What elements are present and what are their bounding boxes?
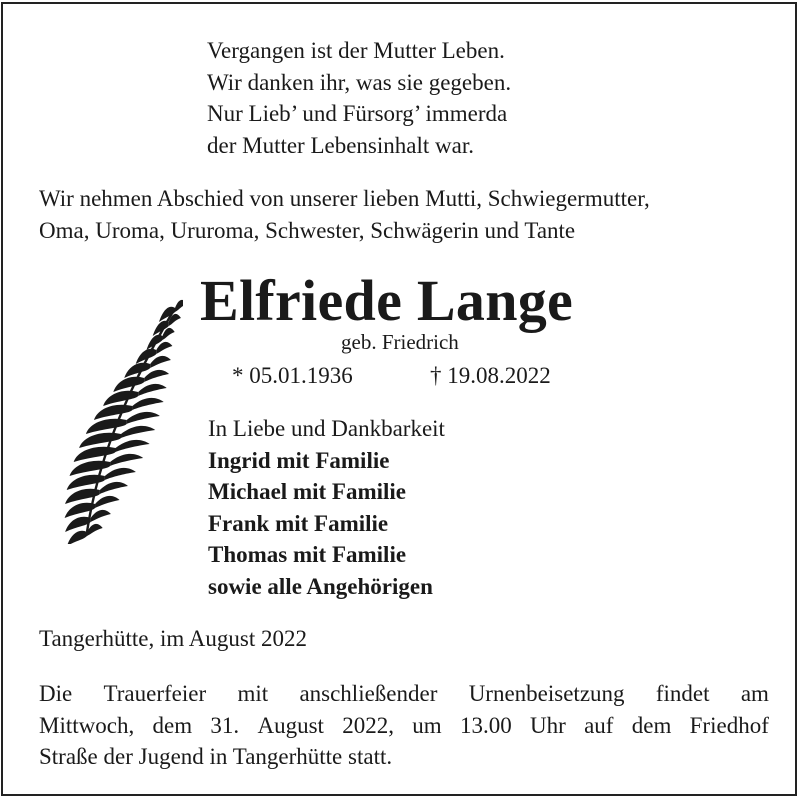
fern-leaflet [138, 384, 166, 396]
fern-leaflet [91, 510, 111, 522]
mourners-block [208, 413, 445, 602]
word: am [740, 681, 769, 706]
word: anschließender [299, 681, 438, 706]
fern-leaflet [87, 524, 103, 536]
palm-frond-icon [43, 294, 183, 544]
fern-leaflet [127, 412, 160, 424]
farewell-intro [39, 183, 769, 247]
birth-date: * 05.01.1936 [232, 363, 353, 388]
fern-leaflet [95, 496, 119, 508]
word: August [257, 712, 324, 738]
word: Die [39, 681, 73, 706]
word: mit [237, 681, 269, 706]
deceased-name: Elfriede Lange [200, 268, 574, 333]
fern-leaflet [67, 531, 87, 544]
word: 13.00 [459, 712, 512, 738]
service-line [39, 710, 769, 742]
fern-leaflet [144, 370, 169, 382]
service-line: Straße der Jugend in Tangerhütte statt. [39, 744, 393, 769]
word: Urnenbeisetzung [468, 681, 625, 706]
poem-line: Wir danken ihr, was sie gegeben. [207, 69, 512, 95]
fern-leaflet [175, 300, 183, 312]
fern-leaflet [74, 447, 116, 462]
fern-leaflet [105, 468, 136, 480]
fern-leaflet [132, 398, 163, 410]
memorial-poem [207, 35, 511, 161]
fern-leaflet [110, 454, 143, 466]
word: auf [584, 712, 614, 738]
fern-leaflet [121, 426, 155, 438]
fern-leaflet [70, 461, 111, 476]
service-line [39, 678, 769, 710]
word: dem [631, 712, 672, 738]
fern-leaflet [79, 433, 121, 448]
funeral-service-notice [39, 678, 769, 773]
intro-line: Wir nehmen Abschied von unserer lieben Mutti, Schwiegermutter, [39, 186, 650, 211]
word: Friedhof [689, 712, 769, 738]
word: um [412, 712, 442, 738]
poem-line: Vergangen ist der Mutter Leben. [207, 38, 505, 63]
obituary-frame [1, 2, 797, 796]
place-and-date: Tangerhütte, im August 2022 [39, 626, 307, 651]
fern-leaflet [103, 391, 138, 406]
mourners-intro: In Liebe und Dankbarkeit [208, 416, 445, 441]
death-date: † 19.08.2022 [430, 363, 551, 388]
mourner-entry: sowie alle Angehörigen [208, 573, 433, 599]
mourner-entry: Thomas mit Familie [208, 542, 407, 567]
mourner-entry: Frank mit Familie [208, 510, 389, 536]
word: Mittwoch, [39, 712, 135, 738]
fern-leaflet [162, 328, 174, 340]
mourner-entry: Michael mit Familie [208, 479, 406, 504]
fern-leaflet [115, 440, 149, 452]
word: 2022, [342, 712, 394, 738]
fern-leaflet [94, 405, 132, 420]
fern-leaflet [156, 342, 172, 354]
fern-leaflet [65, 489, 100, 504]
word: Trauerfeier [103, 681, 207, 706]
word: Uhr [529, 712, 566, 738]
birth-name: geb. Friedrich [341, 330, 459, 354]
fern-leaflet [113, 377, 144, 392]
fern-leaflet [150, 356, 171, 368]
intro-line: Oma, Uroma, Ururoma, Schwester, Schwägerin und Tante [39, 218, 576, 243]
fern-leaflet [67, 475, 105, 490]
word: dem [152, 712, 193, 738]
poem-line: der Mutter Lebensinhalt war. [207, 132, 474, 158]
fern-leaflet [100, 482, 128, 494]
word: 31. [210, 712, 240, 738]
poem-line: Nur Lieb’ und Fürsorg’ immerda [207, 101, 508, 126]
fern-leaflet [86, 419, 127, 434]
mourner-entry: Ingrid mit Familie [208, 447, 390, 473]
word: findet [655, 681, 710, 706]
